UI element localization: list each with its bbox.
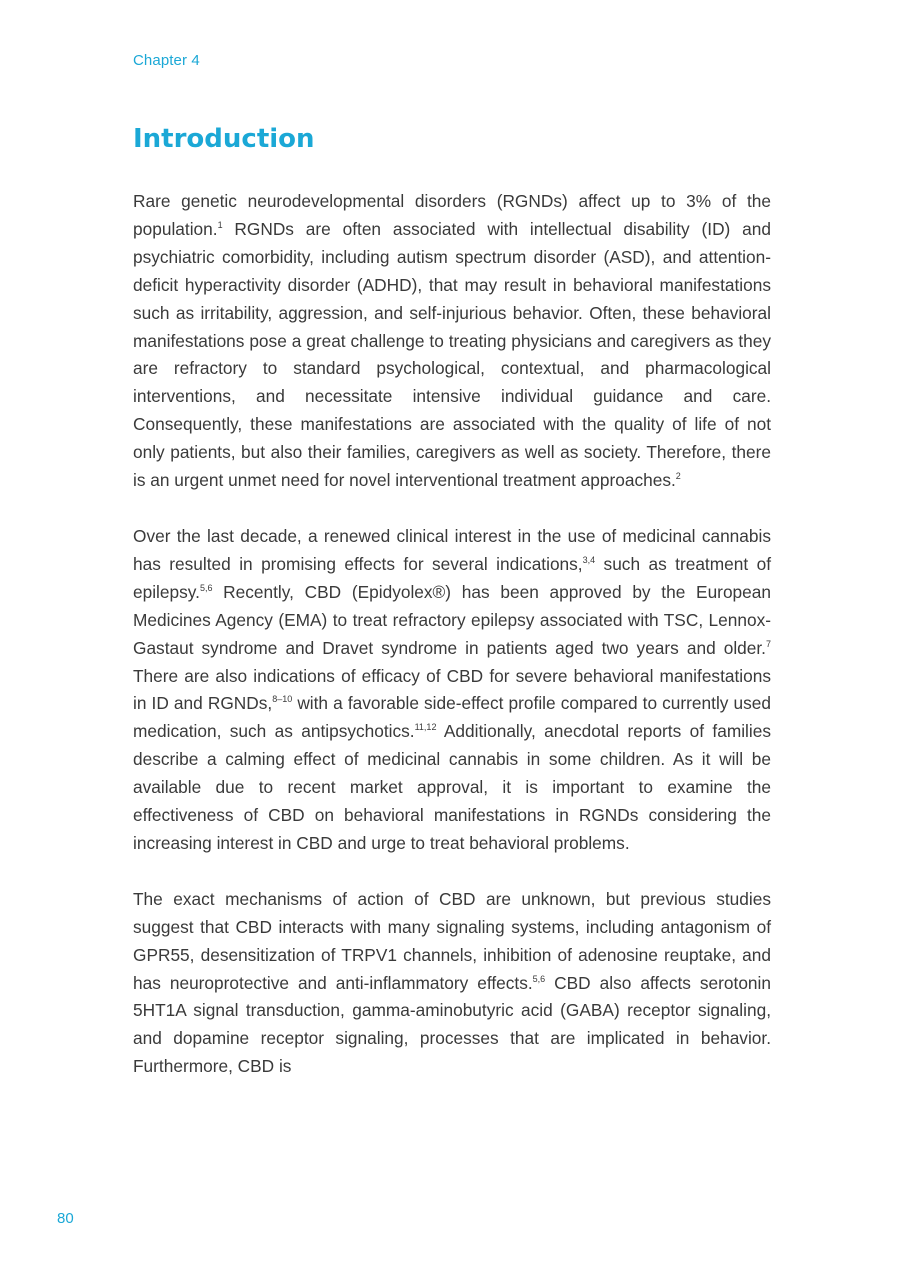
citation-ref: 5,6	[199, 582, 213, 593]
citation-ref: 8–10	[272, 694, 293, 705]
citation-ref: 11,12	[414, 722, 437, 733]
running-header-chapter: Chapter 4	[133, 52, 200, 69]
text-run: Additionally, anecdotal reports of families describe a calming effect of medicinal cannabis in some children. As it will be available due to recent market approval, it is important to examine the effectiveness of CBD on behavioral manifestations in RGNDs considering the increasing interest in CBD and urge to treat behavioral problems.	[133, 721, 771, 853]
citation-ref: 2	[675, 471, 681, 482]
paragraph	[133, 523, 771, 858]
citation-ref: 5,6	[532, 973, 546, 984]
section-heading: Introduction	[133, 124, 315, 154]
text-run: There are also indications of efficacy of CBD for severe behavioral manifestations in ID and RGNDs,	[133, 665, 771, 714]
citation-ref: 1	[217, 219, 223, 230]
page-number: 80	[57, 1210, 74, 1227]
citation-ref: 7	[765, 638, 771, 649]
text-run: such as treatment of epilepsy.	[133, 553, 771, 602]
paragraph	[133, 188, 771, 495]
text-run: with a favorable side-effect profile compared to currently used medication, such as antipsychotics.	[133, 693, 771, 742]
text-run: The exact mechanisms of action of CBD are unknown, but previous studies suggest that CBD interacts with many signaling systems, including antagonism of GPR55, desensitization of TRPV1 channels, inhibition of adenosine reuptake, and has neuroprotective and anti-inflammatory effects.	[133, 888, 771, 993]
citation-ref: 3,4	[582, 554, 596, 565]
text-run: RGNDs are often associated with intellectual disability (ID) and psychiatric comorbidity, including autism spectrum disorder (ASD), and attention-deficit hyperactivity disorder (ADHD), that may result in behavioral manifestations such as irritability, aggression, and self-injurious behavior. Often, these behavioral manifestations pose a great challenge to treating physicians and caregivers as they are refractory to standard psychological, contextual, and pharmacological interventions, and necessitate intensive individual guidance and care. Consequently, these manifestations are associated with the quality of life of not only patients, but also their families, caregivers as well as society. Therefore, there is an urgent unmet need for novel interventional treatment approaches.	[133, 218, 771, 491]
text-run: Recently, CBD (Epidyolex®) has been approved by the European Medicines Agency (EMA) to treat refractory epilepsy associated with TSC, Lennox-Gastaut syndrome and Dravet syndrome in patients aged two years and older.	[133, 581, 771, 658]
text-run: CBD also affects serotonin 5HT1A signal transduction, gamma-aminobutyric acid (GABA) receptor signaling, and dopamine receptor signaling, processes that are implicated in behavior. Furthermore, CBD is	[133, 972, 771, 1077]
paragraph	[133, 886, 771, 1081]
body-text	[133, 188, 771, 1109]
text-run: Rare genetic neurodevelopmental disorders (RGNDs) affect up to 3% of the population.	[133, 191, 771, 239]
text-run: Over the last decade, a renewed clinical interest in the use of medicinal cannabis has resulted in promising effects for several indications,	[133, 525, 771, 574]
